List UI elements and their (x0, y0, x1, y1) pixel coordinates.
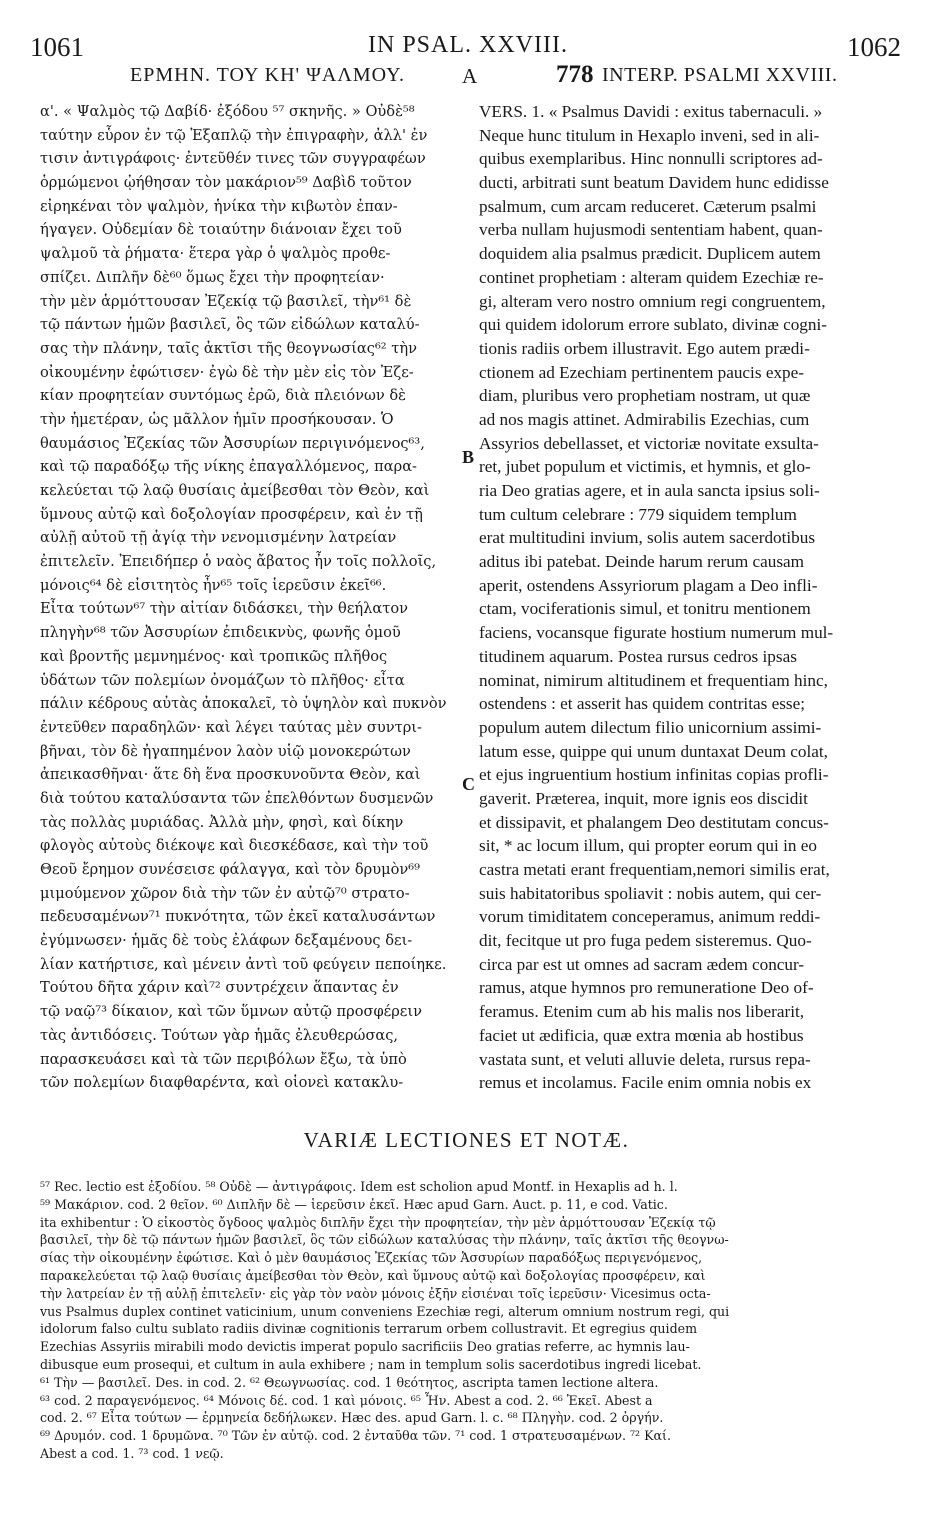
greek-text-line: σας τὴν πλάνην, ταῖς ἀκτῖσι τῆς θεογνωσίας⁶² τὴν (40, 339, 417, 357)
greek-text-line: μιμούμενον χῶρον διὰ τὴν τῶν ἐν αὐτῷ⁷⁰ στρατο- (40, 884, 410, 902)
greek-text-line: Τούτου δῆτα χάριν καὶ⁷² συντρέχειν ἅπαντας ἐν (40, 979, 399, 997)
greek-text-line: ἐγύμνωσεν· ἡμᾶς δὲ τοὺς ἐλάφων δεξαμένους δει- (40, 932, 413, 950)
footnote-line: παρακελεύεται τῷ λαῷ θυσίαις ἀμείβεσθαι τὸν Θεὸν, καὶ ὕμνους αὐτῷ καὶ δοξολογίας προσφέρειν, καὶ (40, 1267, 706, 1283)
latin-text-line: circa par est ut omnes ad sacram ædem concur- (479, 954, 805, 974)
footnote-line: ⁶³ cod. 2 παραγενόμενος. ⁶⁴ Μόνοις δέ. cod. 1 καὶ μόνοις. ⁶⁵ Ἦν. Abest a cod. 2. ⁶⁶ Ἐκεῖ. Abest a (40, 1392, 653, 1408)
greek-text-column (40, 100, 458, 1095)
footnote-line: τὴν λατρείαν ἐν τῇ αὐλῇ ἐπιτελεῖν· εἰς γὰρ τὸν ναὸν μόνοις ἐξῆν εἰσιέναι τοῖς ἱερεῦσιν· Vicesimus octa- (40, 1285, 711, 1301)
latin-text-line: et ejus ingruentium hostium infinitas copias profli- (479, 765, 829, 785)
greek-text-line: παρασκευάσει καὶ τὰ τῶν περιβόλων ἔξω, τὰ ὑπὸ (40, 1050, 407, 1068)
greek-text-line: ἐπιτελεῖν. Ἐπειδήπερ ὁ ναὸς ἄβατος ἦν τοῖς πολλοῖς, (40, 553, 437, 571)
latin-text-line: qui quidem idolorum errore sublato, divinæ cogni- (479, 315, 827, 335)
latin-text-line: titudinem aquarum. Postea rursus cedros ipsas (479, 646, 797, 666)
latin-text-line: sit, * ac locum illum, qui propter eorum qui in eo (479, 836, 817, 856)
greek-text-line: ταύτην εὗρον ἐν τῷ Ἑξαπλῷ τὴν ἐπιγραφὴν, ἀλλ' ἐν (40, 126, 428, 144)
latin-text-line: erat multitudini invium, solis autem sacerdotibus (479, 528, 816, 548)
latin-text-line: aditus ibi patebat. Deinde harum rerum causam (479, 552, 805, 572)
page-number-right: 1062 (847, 32, 901, 62)
latin-text-line: ret, jubet populum et victimis, et hymnis, et glo- (479, 457, 811, 477)
greek-text-line: φλογὸς αὐτοὺς διέκοψε καὶ διεσκέδασε, καὶ τὴν τοῦ (40, 837, 429, 855)
latin-text-line: quibus exemplaribus. Hinc nonnulli scriptores ad- (479, 149, 823, 169)
greek-text-line: α'. « Ψαλμὸς τῷ Δαβίδ· ἐξόδου ⁵⁷ σκηνῆς. » Οὐδὲ⁵⁸ (40, 103, 415, 120)
greek-text-line: οἰκουμένην ἐφώτισεν· ἐγὼ δὲ τὴν μὲν εἰς τὸν Ἐζε- (40, 363, 414, 381)
greek-text-line: πάλιν κέδρους αὐτὰς ἀποκαλεῖ, τὸ ὑψηλὸν καὶ πυκνὸν (40, 695, 447, 713)
latin-text-line: vastata sunt, et veluti alluvie deleta, rursus repa- (479, 1049, 811, 1069)
greek-text-line: ἐντεῦθεν παραδηλῶν· καὶ λέγει ταύτας μὲν συντρι- (40, 718, 422, 736)
latin-text-line: ducti, arbitrati sunt beatum Davidem hunc edidisse (479, 173, 829, 193)
latin-text-line: populum autem dilectum filio unicornium assimi- (479, 717, 822, 737)
greek-text-line: τὰς ἀντιδόσεις. Τούτων γὰρ ἡμᾶς ἐλευθερώσας, (40, 1026, 399, 1044)
footnotes-block (40, 1178, 906, 1463)
greek-text-line: Εἶτα τούτων⁶⁷ τὴν αἰτίαν διδάσκει, τὴν θεήλατον (40, 600, 408, 618)
latin-text-line: tum cultum celebrare : 779 siquidem templum (479, 504, 797, 524)
greek-text-line: ψαλμοῦ τὰ ῥήματα· ἕτερα γὰρ ὁ ψαλμὸς προθε- (40, 245, 391, 263)
greek-text-line: θαυμάσιος Ἐζεκίας τῶν Ἀσσυρίων περιγινόμενος⁶³, (40, 434, 425, 452)
latin-column-title: INTERP. PSALMI XXVIII. (602, 64, 838, 86)
greek-text-line: λίαν κατήρτισε, καὶ μένειν ἀντὶ τοῦ φεύγειν πεποίηκε. (40, 955, 447, 973)
footnote-line: dibusque eum prosequi, et cultum in aula exhibere ; nam in templum solis sacerdotibus ingredi licebat. (40, 1356, 702, 1372)
greek-text-line: τὰς πολλὰς μυριάδας. Ἀλλὰ μὴν, φησὶ, καὶ δίκην (40, 813, 404, 831)
column-number: 778 (556, 61, 594, 88)
greek-text-line: τὴν μὲν ἁρμόττουσαν Ἐζεκίᾳ τῷ βασιλεῖ, τὴν⁶¹ δὲ (40, 292, 412, 310)
greek-text-line: ήγαγεν. Οὐδεμίαν δὲ τοιαύτην διάνοιαν ἔχει τοῦ (40, 221, 402, 239)
latin-text-column (479, 100, 904, 1095)
latin-text-line: nominat, nimirum altitudinem et frequentiam hinc, (479, 670, 828, 690)
greek-column-title: ΕΡΜΗΝ. ΤΟΥ ΚΗ' ΨΑΛΜΟΥ. (130, 64, 406, 86)
latin-text-line: castra metati erant frequentiam,nemori similis erat, (479, 860, 830, 879)
latin-text-line: diam, pluribus vero prophetiam nostram, ut quæ (479, 386, 811, 406)
footnote-line: cod. 2. ⁶⁷ Εἶτα τούτων — ἑρμηνεία δεδήλωκεν. Hæc des. apud Garn. l. c. ⁶⁸ Πληγὴν. cod. 2 ὀργήν. (40, 1410, 664, 1426)
latin-text-line: ria Deo gratias agere, et in aula sancta ipsius soli- (479, 481, 820, 500)
greek-text-line: Θεοῦ ἔρημον συνέσεισε φάλαγγα, καὶ τὸν δρυμὸν⁶⁹ (40, 861, 420, 878)
latin-text-line: latum esse, quippe qui unum duntaxat Deum colat, (479, 741, 828, 761)
footnote-line: ita exhibentur : Ὁ εἰκοστὸς ὄγδοος ψαλμὸς διπλῆν ἔχει τὴν προφητείαν, τὴν μὲν ἁρμόττουσαν Ἐζεκίᾳ τῷ (40, 1214, 716, 1230)
greek-text-line: πληγὴν⁶⁸ τῶν Ἀσσυρίων ἐπιδεικνὺς, φωνῆς ὁμοῦ (40, 624, 401, 642)
footnote-line: σίας τὴν οἰκουμένην ἐφώτισε. Καὶ ὁ μὲν θαυμάσιος Ἐζεκίας τῶν Ἀσσυρίων παραδόξως περιγενόμενος, (40, 1250, 703, 1266)
latin-text-line: suis habitatoribus spoliavit : nobis autem, qui cer- (479, 883, 822, 903)
greek-text-line: σπίζει. Διπλῆν δὲ⁶⁰ ὅμως ἔχει τὴν προφητείαν· (40, 268, 385, 286)
greek-text-line: τῶν πολεμίων διαφθαρέντα, καὶ οἱονεὶ κατακλυ- (40, 1074, 404, 1092)
greek-text-line: ὑδάτων τῶν πολεμίων ὀνομάζων τὸ πλῆθος· εἶτα (40, 671, 405, 689)
greek-text-line: καὶ βροντῆς μεμνημένος· καὶ τροπικῶς πλῆθος (40, 647, 388, 665)
latin-text-line: aperit, ostendens Assyriorum plagam a Deo infli- (479, 575, 818, 595)
latin-text-line: verba nullam hujusmodi sententiam habent, quan- (479, 220, 823, 240)
latin-text-line: tionis radiis orbem illustravit. Ego autem prædi- (479, 338, 810, 358)
greek-text-line: πεδευσαμένων⁷¹ πυκνότητα, τῶν ἐκεῖ καταλυσάντων (40, 908, 436, 926)
footnote-line: Abest a cod. 1. ⁷³ cod. 1 νεῷ. (40, 1445, 224, 1461)
latin-text-line: gi, alteram vero nostro omnium regi congruentem, (479, 291, 826, 311)
greek-text-line: βῆναι, τὸν δὲ ἠγαπημένον λαὸν υἱῷ μονοκερώτων (40, 742, 411, 760)
footnote-line: ⁶⁹ Δρυμόν. cod. 1 δρυμῶνα. ⁷⁰ Τῶν ἐν αὐτῷ. cod. 2 ἐνταῦθα τῶν. ⁷¹ cod. 1 στρατευσαμένων. ⁷² Καί. (40, 1428, 671, 1444)
greek-text-line: καὶ τῷ παραδόξῳ τῆς νίκης ἐπαγαλλόμενος, παρα- (40, 458, 417, 476)
footnote-line: Ezechias Assyriis mirabili modo devictis imperat populo sacrificiis Deo gratias referre, ac hymnis lau- (40, 1339, 690, 1355)
footnote-line: ⁶¹ Τὴν — βασιλεῖ. Des. in cod. 2. ⁶² Θεωγνωσίας. cod. 1 θεότητος, ascripta tamen lectione altera. (40, 1374, 659, 1390)
page-number-left: 1061 (30, 32, 84, 62)
latin-text-line: et dissipavit, et phalangem Deo destitutam concus- (479, 812, 829, 832)
greek-text-line: ἀπεικασθῆναι· ἅτε δὴ ἕνα προσκυνοῦντα Θεὸν, καὶ (40, 766, 421, 784)
column-marker-a: A (462, 64, 478, 88)
footnote-line: ⁵⁷ Rec. lectio est ἐξοδίου. ⁵⁸ Οὐδὲ — ἀντιγράφοις. Idem est scholion apud Montf. in Hexaplis ad h. l. (40, 1179, 678, 1194)
greek-text-line: τῷ ναῷ⁷³ δίκαιον, καὶ τῶν ὕμνων αὐτῷ προσφέρειν (40, 1003, 422, 1021)
greek-text-line: διὰ τούτου καταλύσαντα τῶν ἐπελθόντων δυσμενῶν (40, 789, 434, 807)
greek-text-line: μόνοις⁶⁴ δὲ εἰσιτητὸς ἦν⁶⁵ τοῖς ἱερεῦσιν ἐκεῖ⁶⁶. (40, 576, 387, 594)
notes-heading: VARIÆ LECTIONES ET NOTÆ. (303, 1128, 630, 1152)
latin-text-line: gaverit. Præterea, inquit, more ignis eos discidit (479, 788, 808, 808)
greek-text-line: κίαν προφητείαν συντόμως ἐρῶ, διὰ πλειόνων δὲ (40, 387, 407, 405)
latin-text-line: dit, fecitque ut pro fuga pedem sisteremus. Quo- (479, 931, 812, 951)
greek-text-line: τὴν ἡμετέραν, ὡς μᾶλλον ἡμῖν προσήκουσαν. Ὁ (40, 410, 394, 428)
latin-text-line: ramus, atque hymnos pro remuneratione Deo of- (479, 978, 814, 998)
running-title: IN PSAL. XXVIII. (368, 32, 568, 58)
greek-text-line: ὁρμώμενοι ᾠήθησαν τὸν μακάριον⁵⁹ Δαβὶδ τοῦτον (40, 174, 412, 192)
latin-text-line: feramus. Etenim cum ab his malis nos liberarit, (479, 1002, 805, 1022)
latin-text-line: Assyrios debellasset, et victoriæ novitate exsulta- (479, 433, 819, 453)
greek-text-line: κελεύεται τῷ λαῷ θυσίαις ἀμείβεσθαι τὸν Θεὸν, καὶ (40, 482, 430, 499)
latin-text-line: faciens, vocansque figurate hostium numerum mul- (479, 623, 834, 643)
latin-text-line: ctam, vociferationis simul, et tonitru mentionem (479, 599, 811, 619)
greek-text-line: τῷ πάντων ἡμῶν βασιλεῖ, ὃς τῶν εἰδώλων καταλύ- (40, 316, 420, 334)
latin-text-line: Neque hunc titulum in Hexaplo inveni, sed in ali- (479, 125, 820, 145)
latin-text-line: remus et incolamus. Facile enim omnia nobis ex (479, 1073, 812, 1093)
greek-text-line: αὐλῇ αὐτοῦ τῇ ἁγίᾳ τὴν νενομισμένην λατρείαν (40, 529, 397, 547)
footnote-line: vus Psalmus duplex continet vaticinium, unum conveniens Ezechiæ regi, alterum omnium nostrum regi, qui (40, 1303, 730, 1319)
footnote-line: βασιλεῖ, τὴν δὲ τῷ πάντων ἡμῶν βασιλεῖ, ὃς τῶν εἰδώλων καταλύσας τὴν πλάνην, ταῖς ἀκτῖσι τῆς θεογνω- (40, 1232, 729, 1248)
latin-text-line: VERS. 1. « Psalmus Davidi : exitus tabernaculi. » (479, 102, 823, 121)
greek-text-line: τισιν ἀντιγράφοις· ἐντεῦθέν τινες τῶν συγγραφέων (40, 150, 426, 168)
latin-text-line: continet prophetiam : alteram quidem Ezechiæ re- (479, 267, 824, 287)
latin-text-line: faciet ut ædificia, quæ extra mœnia ab hostibus (479, 1025, 804, 1045)
column-marker-b: B (462, 447, 475, 467)
latin-text-line: psalmum, cum arcam reduceret. Cæterum psalmi (479, 196, 817, 216)
footnote-line: ⁵⁹ Μακάριον. cod. 2 θεῖον. ⁶⁰ Διπλῆν δὲ — ἱερεῦσιν ἐκεῖ. Hæc apud Garn. Auct. p. 11, e cod. Vatic. (40, 1196, 668, 1212)
latin-text-line: doquidem alia psalmus prædicit. Duplicem autem (479, 244, 821, 264)
column-marker-c: C (462, 774, 475, 794)
greek-text-line: ὕμνους αὐτῷ καὶ δοξολογίαν προσφέρειν, καὶ ἐν τῇ (40, 505, 423, 523)
latin-text-line: vorum timiditatem conceperamus, animum reddi- (479, 907, 821, 927)
latin-text-line: ctionem ad Ezechiam pertinentem paucis expe- (479, 362, 804, 382)
greek-text-line: εἰρηκέναι τὸν ψαλμὸν, ἡνίκα τὴν κιβωτὸν ἐπαν- (40, 197, 398, 215)
latin-text-line: ad nos magis attinet. Admirabilis Ezechias, cum (479, 409, 810, 429)
footnote-line: idolorum falso cultu sublato radiis divinæ cognitionis terrarum orbem collustravit. Et egregius quidem (40, 1321, 698, 1337)
latin-text-line: ostendens : et asserit has quidem contritas esse; (479, 694, 806, 714)
